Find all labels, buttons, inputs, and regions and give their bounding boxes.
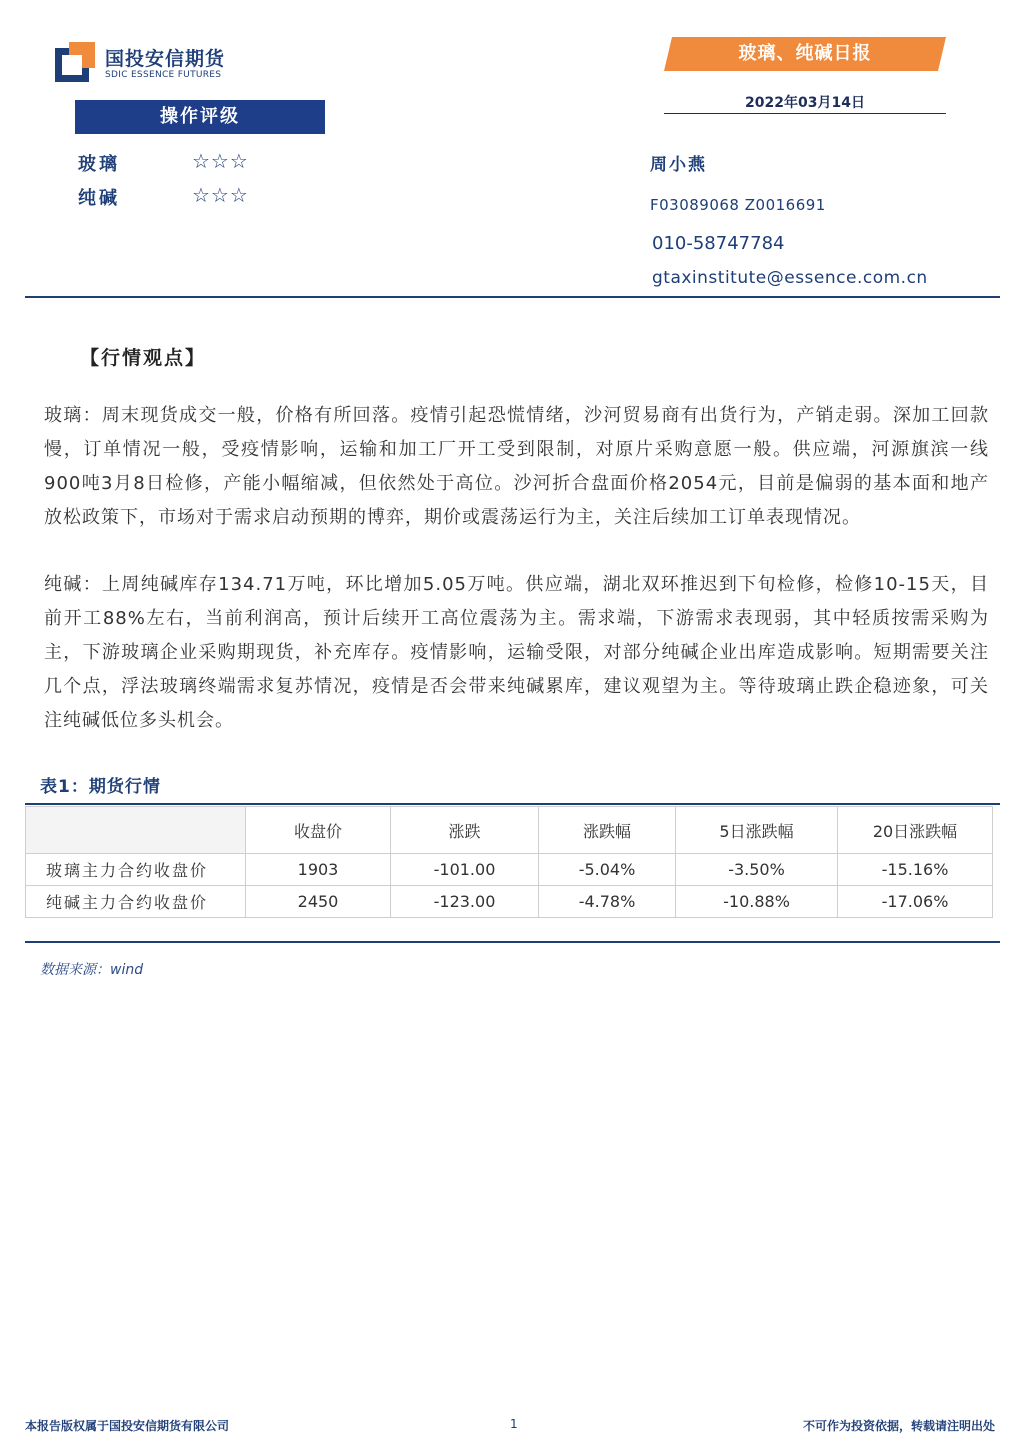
rating-stars-glass: ☆☆☆ bbox=[192, 149, 249, 173]
company-logo bbox=[55, 42, 235, 86]
table-cell: -15.16% bbox=[838, 854, 993, 886]
table-header-cell: 涨跌幅 bbox=[539, 807, 676, 854]
analyst-phone: 010-58747784 bbox=[652, 233, 785, 254]
table-cell: -17.06% bbox=[838, 886, 993, 918]
footer-copyright: 本报告版权属于国投安信期货有限公司 bbox=[25, 1419, 230, 1433]
table-header-cell bbox=[26, 807, 246, 854]
table-header-cell: 5日涨跌幅 bbox=[676, 807, 838, 854]
futures-quote-table bbox=[25, 806, 993, 918]
table-top-rule bbox=[25, 803, 1000, 805]
table-cell: -3.50% bbox=[676, 854, 838, 886]
table-row bbox=[26, 886, 993, 918]
table-header-cell: 20日涨跌幅 bbox=[838, 807, 993, 854]
rating-header: 操作评级 bbox=[75, 100, 325, 134]
table-cell: 2450 bbox=[246, 886, 391, 918]
analyst-name: 周小燕 bbox=[650, 155, 707, 175]
table-bottom-rule bbox=[25, 941, 1000, 943]
report-title-banner bbox=[664, 37, 946, 71]
report-date: 2022年03月14日 bbox=[745, 95, 865, 111]
footer-page-number: 1 bbox=[510, 1417, 518, 1431]
rating-label-glass: 玻璃 bbox=[78, 154, 120, 175]
table-cell: -4.78% bbox=[539, 886, 676, 918]
rating-stars-soda-ash: ☆☆☆ bbox=[192, 183, 249, 207]
table-header-row bbox=[26, 807, 993, 854]
rating-label-soda-ash: 纯碱 bbox=[78, 188, 120, 209]
table-caption: 表1：期货行情 bbox=[40, 777, 161, 797]
report-title: 玻璃、纯碱日报 bbox=[738, 43, 872, 64]
table-header-cell: 收盘价 bbox=[246, 807, 391, 854]
paragraph-glass: 玻璃：周末现货成交一般，价格有所回落。疫情引起恐慌情绪，沙河贸易商有出货行为，产销走弱。深加工回款慢，订单情况一般，受疫情影响，运输和加工厂开工受到限制，对原片采购意愿一般。供应端，河源旗滨一线900吨3月8日检修，产能小幅缩减，但依然处于高位。沙河折合盘面价格2054元，目前是偏弱的基本面和地产放松政策下，市场对于需求启动预期的博弈，期价或震荡运行为主，关注后续加工订单表现情况。 bbox=[44, 405, 989, 528]
paragraph-soda-ash: 纯碱：上周纯碱库存134.71万吨，环比增加5.05万吨。供应端，湖北双环推迟到下旬检修，检修10-15天，目前开工88%左右，当前利润高，预计后续开工高位震荡为主。需求端，下游需求表现弱，其中轻质按需采购为主，下游玻璃企业采购期现货，补充库存。疫情影响，运输受限，对部分纯碱企业出库造成影响。短期需要关注几个点，浮法玻璃终端需求复苏情况，疫情是否会带来纯碱累库，建议观望为主。等待玻璃止跌企稳迹象，可关注纯碱低位多头机会。 bbox=[44, 574, 989, 731]
logo-mark-icon bbox=[55, 42, 95, 82]
logo-name-cn: 国投安信期货 bbox=[105, 48, 226, 70]
analyst-license-codes: F03089068 Z0016691 bbox=[650, 196, 826, 214]
header-divider bbox=[25, 296, 1000, 298]
table-header-cell: 涨跌 bbox=[391, 807, 539, 854]
table-cell: -5.04% bbox=[539, 854, 676, 886]
logo-name-en: SDIC ESSENCE FUTURES bbox=[105, 70, 222, 80]
table-cell: -10.88% bbox=[676, 886, 838, 918]
table-row bbox=[26, 854, 993, 886]
section-heading-market-view: 【行情观点】 bbox=[80, 347, 207, 369]
table-cell-label: 纯碱主力合约收盘价 bbox=[26, 886, 246, 918]
data-source-note: 数据来源：wind bbox=[40, 962, 144, 978]
table-cell: 1903 bbox=[246, 854, 391, 886]
table-cell: -101.00 bbox=[391, 854, 539, 886]
table-cell: -123.00 bbox=[391, 886, 539, 918]
analyst-email[interactable]: gtaxinstitute@essence.com.cn bbox=[652, 268, 928, 288]
date-underline bbox=[664, 113, 946, 114]
footer-disclaimer: 不可作为投资依据，转载请注明出处 bbox=[802, 1419, 995, 1433]
table-cell-label: 玻璃主力合约收盘价 bbox=[26, 854, 246, 886]
